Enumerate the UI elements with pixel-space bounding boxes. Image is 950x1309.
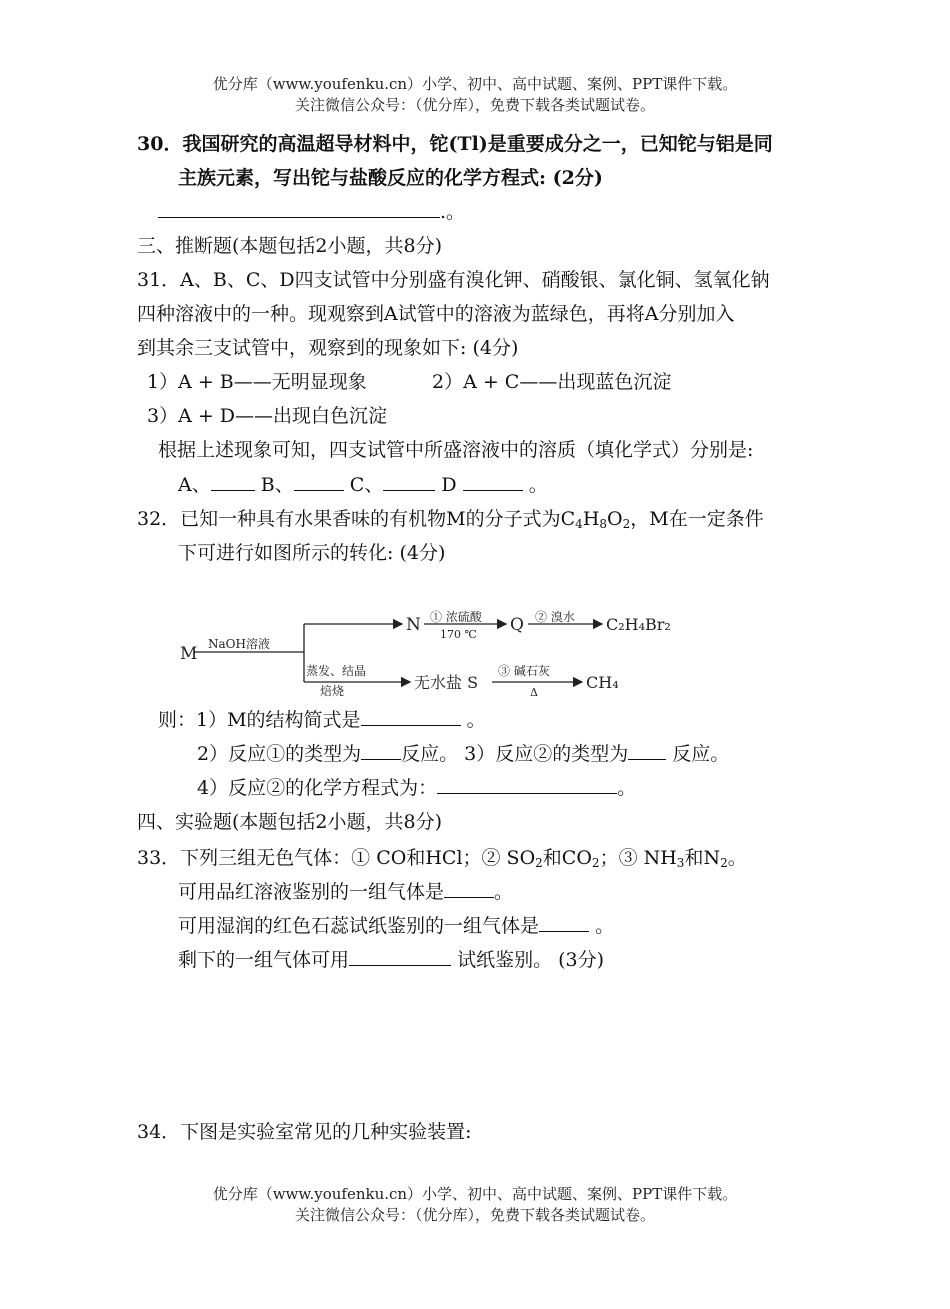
q32-line-2: 下可进行如图所示的转化: (4分) <box>178 542 446 564</box>
q33-blank-3[interactable] <box>349 947 451 966</box>
q32-blank-3[interactable] <box>628 741 666 760</box>
q32-h: H <box>582 508 600 530</box>
page-header <box>0 74 950 116</box>
diagram-n: N <box>406 615 421 635</box>
q33-line-2-end: 。 <box>494 881 514 903</box>
q32-line-1-text: 32．已知一种具有水果香味的有机物M的分子式为C <box>137 508 576 530</box>
q32-o: O <box>607 508 623 530</box>
q32-sub-2: 2 <box>622 517 631 531</box>
q31-observation-1: 1）A + B——无明显现象 <box>147 371 367 393</box>
q34-line-1: 34．下图是实验室常见的几种实验装置: <box>137 1121 472 1143</box>
q33-sub-n2: 2 <box>720 856 728 870</box>
q31-blank-a[interactable] <box>211 472 255 491</box>
q33-line-3-text: 可用湿润的红色石蕊试纸鉴别的一组气体是 <box>178 915 540 937</box>
diagram-burn: 焙烧 <box>320 684 345 698</box>
q33-line-1 <box>137 845 747 876</box>
q33-line-4-text: 剩下的一组气体可用 <box>178 949 350 971</box>
q31-label-c: C、 <box>349 474 384 496</box>
section-3-title: 三、推断题(本题包括2小题，共8分) <box>137 235 443 257</box>
q33-line-1-c: ；③ NH <box>599 847 677 869</box>
q32-blank-2[interactable] <box>361 741 401 760</box>
q33-line-3 <box>178 913 614 939</box>
diagram-m: M <box>180 644 198 664</box>
q31-observation-2: 2）A + C——出现蓝色沉淀 <box>432 371 672 393</box>
q33-blank-1[interactable] <box>444 879 494 898</box>
diagram-delta: Δ <box>530 686 538 699</box>
q33-line-2-text: 可用品红溶液鉴别的一组气体是 <box>178 881 445 903</box>
q30-answer-line <box>158 199 465 225</box>
q33-line-1-e: 。 <box>727 847 747 869</box>
q30-answer-end: .。 <box>440 201 466 223</box>
q33-line-4 <box>178 947 604 973</box>
q33-line-1-b: 和CO <box>542 847 592 869</box>
q33-sub-nh3: 3 <box>676 856 685 870</box>
q33-line-1-d: 和N <box>684 847 721 869</box>
q33-line-3-end: 。 <box>595 915 615 937</box>
diagram-temp: 170 ℃ <box>440 628 477 641</box>
q31-end: 。 <box>528 474 548 496</box>
page-footer <box>0 1184 950 1226</box>
q32-sub-4: 4 <box>575 517 583 531</box>
q31-blank-c[interactable] <box>383 472 435 491</box>
diagram-naoh: NaOH溶液 <box>208 637 270 651</box>
q32-ask-1-text: 则：1）M的结构简式是 <box>158 709 361 731</box>
q31-line-3: 到其余三支试管中，观察到的现象如下: (4分) <box>137 337 519 359</box>
diagram-step-1: ① 浓硫酸 <box>430 610 482 624</box>
diagram-step-3: ③ 碱石灰 <box>498 664 550 678</box>
q32-blank-4[interactable] <box>437 775 617 794</box>
q32-ask-1-end: 。 <box>466 709 486 731</box>
q33-line-2 <box>178 879 513 905</box>
q31-label-d: D <box>441 474 457 496</box>
reaction-diagram <box>178 602 778 702</box>
q31-blank-b[interactable] <box>294 472 344 491</box>
q31-line-1: 31．A、B、C、D四支试管中分别盛有溴化钾、硝酸银、氯化铜、氢氧化钠 <box>137 269 770 291</box>
diagram-evap: 蒸发、结晶 <box>306 664 367 678</box>
q33-line-4-end: 试纸鉴别。 (3分) <box>457 949 605 971</box>
diagram-q: Q <box>510 615 524 635</box>
q31-label-a: A、 <box>178 474 211 496</box>
q31-line-2: 四种溶液中的一种。现观察到A试管中的溶液为蓝绿色，再将A分别加入 <box>137 303 735 325</box>
q33-line-1-a: 33．下列三组无色气体：① CO和HCl；② SO <box>137 847 536 869</box>
q32-ask-2-text: 2）反应①的类型为 <box>197 743 362 765</box>
q33-blank-2[interactable] <box>539 913 589 932</box>
q32-blank-1[interactable] <box>361 707 461 726</box>
q32-line-1-tail: ，M在一定条件 <box>630 508 764 530</box>
diagram-step-2: ② 溴水 <box>535 610 575 624</box>
q32-ask-4-end: 。 <box>617 777 637 799</box>
q32-sub-8: 8 <box>599 517 608 531</box>
q32-ask-4 <box>197 775 636 801</box>
q31-blank-d[interactable] <box>463 472 523 491</box>
q31-question: 根据上述现象可知，四支试管中所盛溶液中的溶质（填化学式）分别是: <box>158 439 754 461</box>
q30-line-1: 30．我国研究的高温超导材料中，铊(Tl)是重要成分之一，已知铊与铝是同 <box>137 133 773 155</box>
header-line-2: 关注微信公众号：（优分库），免费下载各类试题试卷。 <box>294 96 655 114</box>
header-line-1: 优分库（www.youfenku.cn）小学、初中、高中试题、案例、PPT课件下载。 <box>212 75 738 93</box>
q33-sub-co2: 2 <box>591 856 600 870</box>
q33-sub-so2: 2 <box>535 856 543 870</box>
q32-line-1 <box>137 506 764 537</box>
q32-ask-2 <box>197 741 729 767</box>
diagram-product-2: CH₄ <box>586 673 619 692</box>
footer-line-1: 优分库（www.youfenku.cn）小学、初中、高中试题、案例、PPT课件下载。 <box>212 1185 738 1203</box>
diagram-product-1: C₂H₄Br₂ <box>606 615 671 634</box>
q31-label-b: B、 <box>260 474 294 496</box>
diagram-salt: 无水盐 S <box>414 673 479 692</box>
q31-observation-3: 3）A + D——出现白色沉淀 <box>147 405 388 427</box>
q31-answers <box>178 472 548 498</box>
q32-ask-1 <box>158 707 486 733</box>
section-4-title: 四、实验题(本题包括2小题，共8分) <box>137 811 443 833</box>
q32-ask-4-text: 4）反应②的化学方程式为： <box>197 777 438 799</box>
footer-line-2: 关注微信公众号：（优分库），免费下载各类试题试卷。 <box>294 1206 655 1224</box>
q32-ask-2-end: 反应。 3）反应②的类型为 <box>401 743 629 765</box>
q32-ask-3-end: 反应。 <box>672 743 730 765</box>
q30-line-2: 主族元素，写出铊与盐酸反应的化学方程式: (2分) <box>178 167 603 189</box>
q30-answer-blank[interactable] <box>158 199 440 218</box>
